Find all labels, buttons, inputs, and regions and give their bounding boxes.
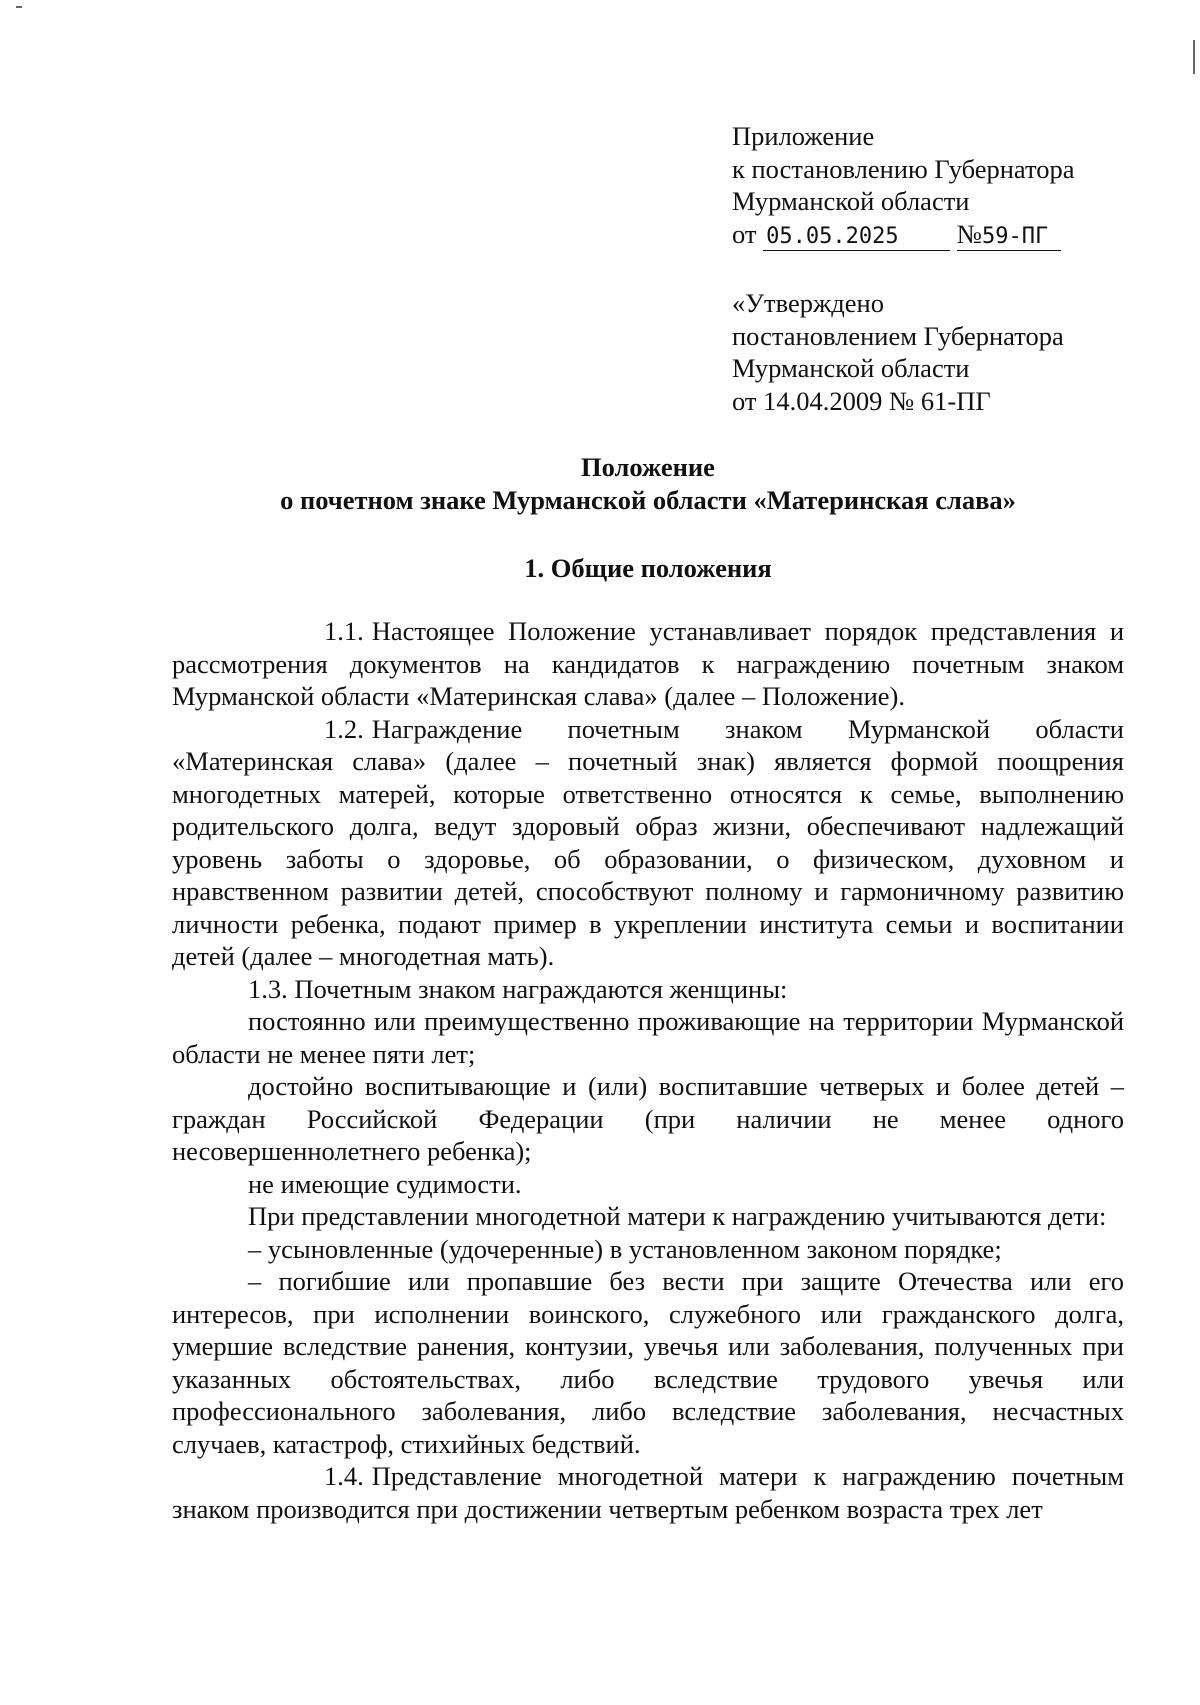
- annex-date-prefix: от: [732, 218, 764, 249]
- document-title: [172, 451, 1124, 516]
- approved-line-2: постановлением Губернатора: [732, 320, 1064, 351]
- paragraph-text: Настоящее Положение устанавливает порядок представления и рассмотрения документов на кандидатов к награждению почетным знаком Мурманской области «Материнская слава» (далее – Положение).: [172, 616, 1124, 711]
- paragraph-1-3-adopted: – усыновленные (удочеренные) в установленном законом порядке;: [248, 1233, 1002, 1264]
- paragraph-1-1: [172, 615, 1124, 713]
- approved-line-4: от 14.04.2009 № 61-ПГ: [732, 385, 991, 416]
- annex-line-1: Приложение: [732, 121, 875, 151]
- document-body: [172, 615, 1124, 1525]
- paragraph-1-3-criterion-residence: постоянно или преимущественно проживающие на территории Мурманской области не менее пяти лет;: [172, 1006, 1124, 1069]
- paragraph-1-3-criterion-record: не имеющие судимости.: [248, 1168, 522, 1199]
- paragraph-text: Награждение почетным знаком Мурманской области «Материнская слава» (далее – почетный знак) является формой поощрения многодетных матерей, которые ответственно относятся к семье, выполнению родительского долга, ведут здоровый образ жизни, обеспечивают надлежащий уровень заботы о здоровье, об образовании, о физическом, духовном и нравственном развитии детей, способствуют полному и гармоничному развитию личности ребенка, подают пример в укреплении института семьи и воспитании детей (далее – многодетная мать).: [172, 713, 1124, 971]
- paragraph-1-3-counted-children: При представлении многодетной матери к награждению учитываются дети:: [248, 1201, 1107, 1231]
- annex-line-3: Мурманской области: [732, 186, 970, 216]
- section-heading: 1. Общие положения: [524, 553, 772, 583]
- approved-block: [732, 287, 1152, 417]
- document-title-line-1: Положение: [581, 452, 715, 482]
- paragraph-1-3: 1.3. Почетным знаком награждаются женщины:: [248, 973, 788, 1004]
- paragraph-1-3-deceased: – погибшие или пропавшие без вести при защите Отечества или его интересов, при исполнении воинского, служебного или гражданского долга, умершие вследствие ранения, контузии, увечья или заболевания, полученных при указанных обстоятельствах, либо вследствие трудового увечья или профессионального заболевания, либо вследствие заболевания, несчастных случаев, катастроф, стихийных бедствий.: [172, 1266, 1124, 1459]
- paragraph-number: 1.1.: [324, 616, 364, 646]
- paragraph-number: 1.2.: [324, 713, 364, 744]
- paragraph-1-3-criterion-children: достойно воспитывающие и (или) воспитавшие четверых и более детей – граждан Российской Федерации (при наличии не менее одного несовершеннолетнего ребенка);: [172, 1071, 1124, 1166]
- paragraph-text: Представление многодетной матери к награждению почетным знаком производится при достижении четвертым ребенком возраста трех лет: [172, 1461, 1124, 1524]
- document-title-line-2: о почетном знаке Мурманской области «Материнская слава»: [280, 484, 1016, 515]
- scan-mark-right-edge: [1193, 40, 1195, 74]
- annex-date-number-line: [732, 218, 1132, 251]
- annex-date-value: 05.05.2025: [763, 224, 950, 251]
- approved-line-1: «Утверждено: [732, 288, 884, 318]
- paragraph-number: 1.4.: [324, 1461, 364, 1491]
- annex-line-2: к постановлению Губернатора: [732, 153, 1075, 184]
- paragraph-1-4: [172, 1460, 1124, 1525]
- annex-number-prefix: №: [956, 218, 983, 249]
- approved-line-3: Мурманской области: [732, 353, 970, 383]
- annex-number-field: [956, 218, 1061, 251]
- paragraph-1-2: [172, 713, 1124, 973]
- scan-mark-top-left: [16, 6, 22, 8]
- annex-block: [732, 120, 1132, 251]
- annex-number-value: 59-ПГ: [982, 223, 1049, 249]
